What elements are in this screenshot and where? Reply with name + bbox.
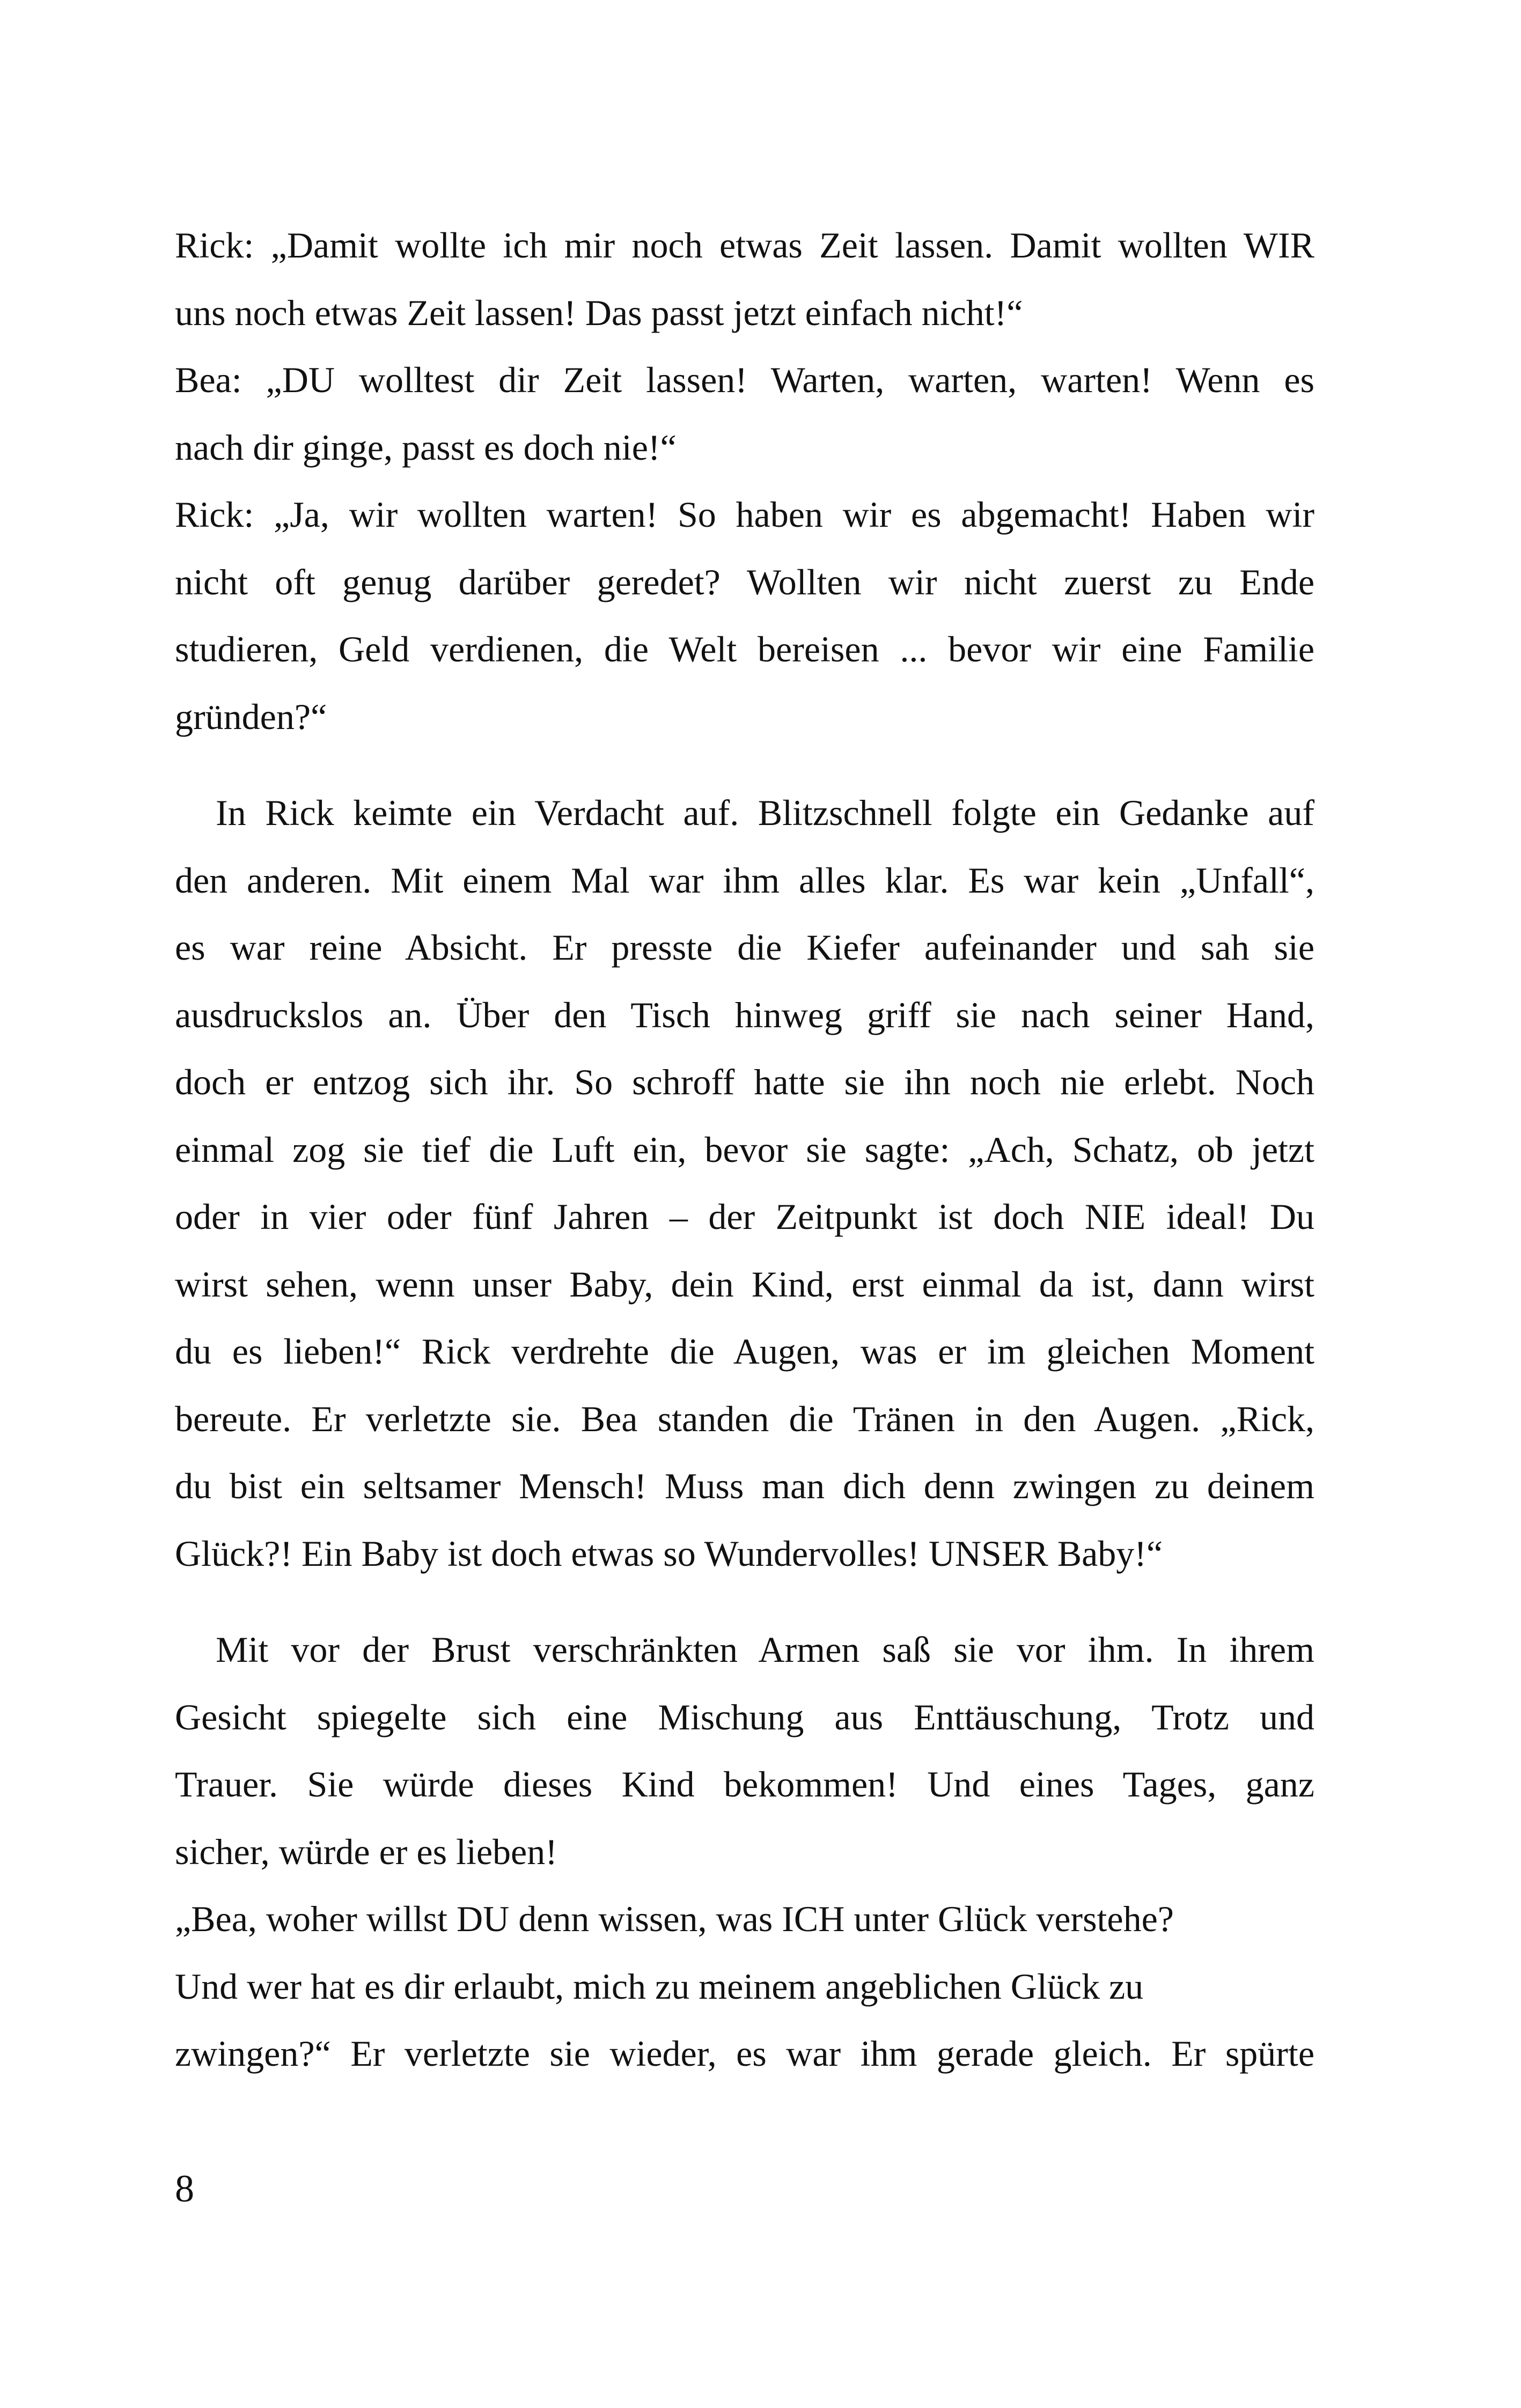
text-line: Trauer. Sie würde dieses Kind bekommen! Und eines Tages, ganz	[175, 1764, 1314, 1805]
text-line: Und wer hat es dir erlaubt, mich zu meinem angeblichen Glück zu	[175, 1965, 1144, 2007]
text-line: gründen?“	[175, 696, 327, 737]
text-line: Mit vor der Brust verschränkten Armen saß sie vor ihm. In ihrem	[216, 1629, 1314, 1670]
paragraph-gap	[175, 750, 1314, 779]
text-line: Glück?! Ein Baby ist doch etwas so Wundervolles! UNSER Baby!“	[175, 1533, 1163, 1574]
text-line: sicher, würde er es lieben!	[175, 1831, 557, 1872]
text-line: du bist ein seltsamer Mensch! Muss man dich denn zwingen zu deinem	[175, 1466, 1314, 1506]
text-line: wirst sehen, wenn unser Baby, dein Kind, erst einmal da ist, dann wirst	[175, 1263, 1314, 1305]
text-line: nach dir ginge, passt es doch nie!“	[175, 426, 677, 468]
text-line: nicht oft genug darüber geredet? Wollten wir nicht zuerst zu Ende	[175, 561, 1314, 602]
text-line: Rick: „Ja, wir wollten warten! So haben wir es abgemacht! Haben wir	[175, 494, 1314, 535]
text-line: studieren, Geld verdienen, die Welt bereisen ... bevor wir eine Familie	[175, 629, 1314, 669]
text-line: doch er entzog sich ihr. So schroff hatte sie ihn noch nie erlebt. Noch	[175, 1062, 1314, 1102]
body-text	[175, 212, 1314, 2088]
text-line: Gesicht spiegelte sich eine Mischung aus Enttäuschung, Trotz und	[175, 1696, 1314, 1737]
paragraph	[175, 779, 1314, 1587]
text-line: du es lieben!“ Rick verdrehte die Augen, was er im gleichen Moment	[175, 1331, 1314, 1372]
text-line: oder in vier oder fünf Jahren – der Zeitpunkt ist doch NIE ideal! Du	[175, 1196, 1314, 1237]
text-line: Bea: „DU wolltest dir Zeit lassen! Warten, warten, warten! Wenn es	[175, 359, 1314, 400]
paragraph	[175, 1886, 1314, 2088]
paragraph	[175, 1616, 1314, 1886]
text-line: den anderen. Mit einem Mal war ihm alles klar. Es war kein „Unfall“,	[175, 859, 1314, 901]
paragraph-gap	[175, 1587, 1314, 1616]
text-line: ausdruckslos an. Über den Tisch hinweg griff sie nach seiner Hand,	[175, 994, 1314, 1035]
text-line: uns noch etwas Zeit lassen! Das passt jetzt einfach nicht!“	[175, 292, 1023, 333]
text-line: „Bea, woher willst DU denn wissen, was ICH unter Glück verstehe?	[175, 1898, 1174, 1939]
text-line: zwingen?“ Er verletzte sie wieder, es war ihm gerade gleich. Er spürte	[175, 2033, 1314, 2074]
page-number: 8	[175, 2167, 194, 2210]
text-line: es war reine Absicht. Er presste die Kiefer aufeinander und sah sie	[175, 927, 1314, 968]
text-line: bereute. Er verletzte sie. Bea standen die Tränen in den Augen. „Rick,	[175, 1398, 1314, 1439]
text-line: Rick: „Damit wollte ich mir noch etwas Zeit lassen. Damit wollten WIR	[175, 225, 1314, 266]
paragraph	[175, 212, 1314, 750]
text-line: In Rick keimte ein Verdacht auf. Blitzschnell folgte ein Gedanke auf	[216, 792, 1314, 833]
text-line: einmal zog sie tief die Luft ein, bevor sie sagte: „Ach, Schatz, ob jetzt	[175, 1129, 1314, 1170]
